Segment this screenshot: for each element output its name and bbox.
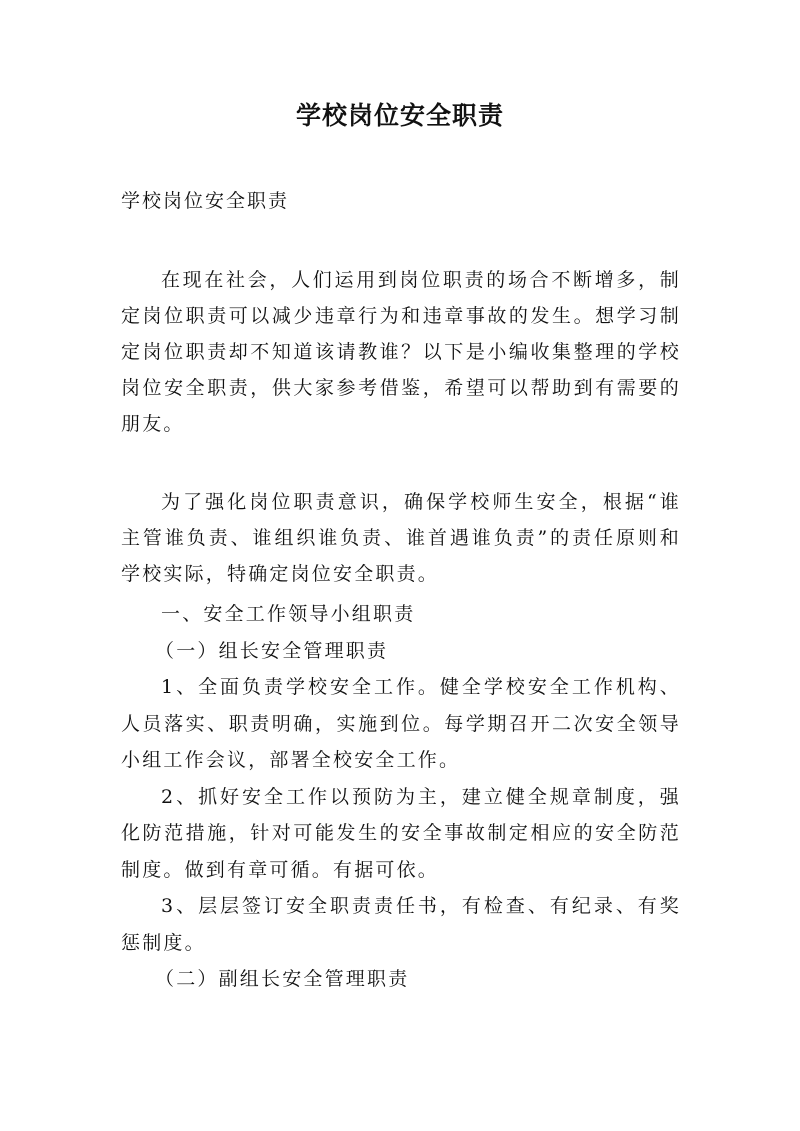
duty-item: 3、层层签订安全职责责任书，有检查、有纪录、有奖惩制度。	[121, 895, 681, 954]
document-title: 学校岗位安全职责	[295, 101, 504, 130]
document-subtitle: 学校岗位安全职责	[121, 190, 290, 212]
duty-item: 1、全面负责学校安全工作。健全学校安全工作机构、人员落实、职责明确，实施到位。每学期召开二次安全领导小组工作会议，部署全校安全工作。	[121, 676, 681, 771]
duties-section	[121, 596, 681, 998]
purpose-paragraph: 为了强化岗位职责意识，确保学校师生安全，根据“谁主管谁负责、谁组织谁负责、谁首遇谁负责”的责任原则和学校实际，特确定岗位安全职责。	[121, 491, 681, 585]
duty-item: 2、抓好安全工作以预防为主，建立健全规章制度，强化防范措施，针对可能发生的安全事故制定相应的安全防范制度。做到有章可循。有据可依。	[121, 785, 681, 881]
intro-paragraph: 在现在社会，人们运用到岗位职责的场合不断增多，制定岗位职责可以减少违章行为和违章事故的发生。想学习制定岗位职责却不知道该请教谁？以下是小编收集整理的学校岗位安全职责，供大家参考借鉴，希望可以帮助到有需要的朋友。	[121, 269, 681, 435]
section-heading: 一、安全工作领导小组职责	[161, 603, 416, 625]
subsection-heading: （一）组长安全管理职责	[155, 639, 389, 662]
subsection-heading: （二）副组长安全管理职责	[155, 968, 410, 990]
